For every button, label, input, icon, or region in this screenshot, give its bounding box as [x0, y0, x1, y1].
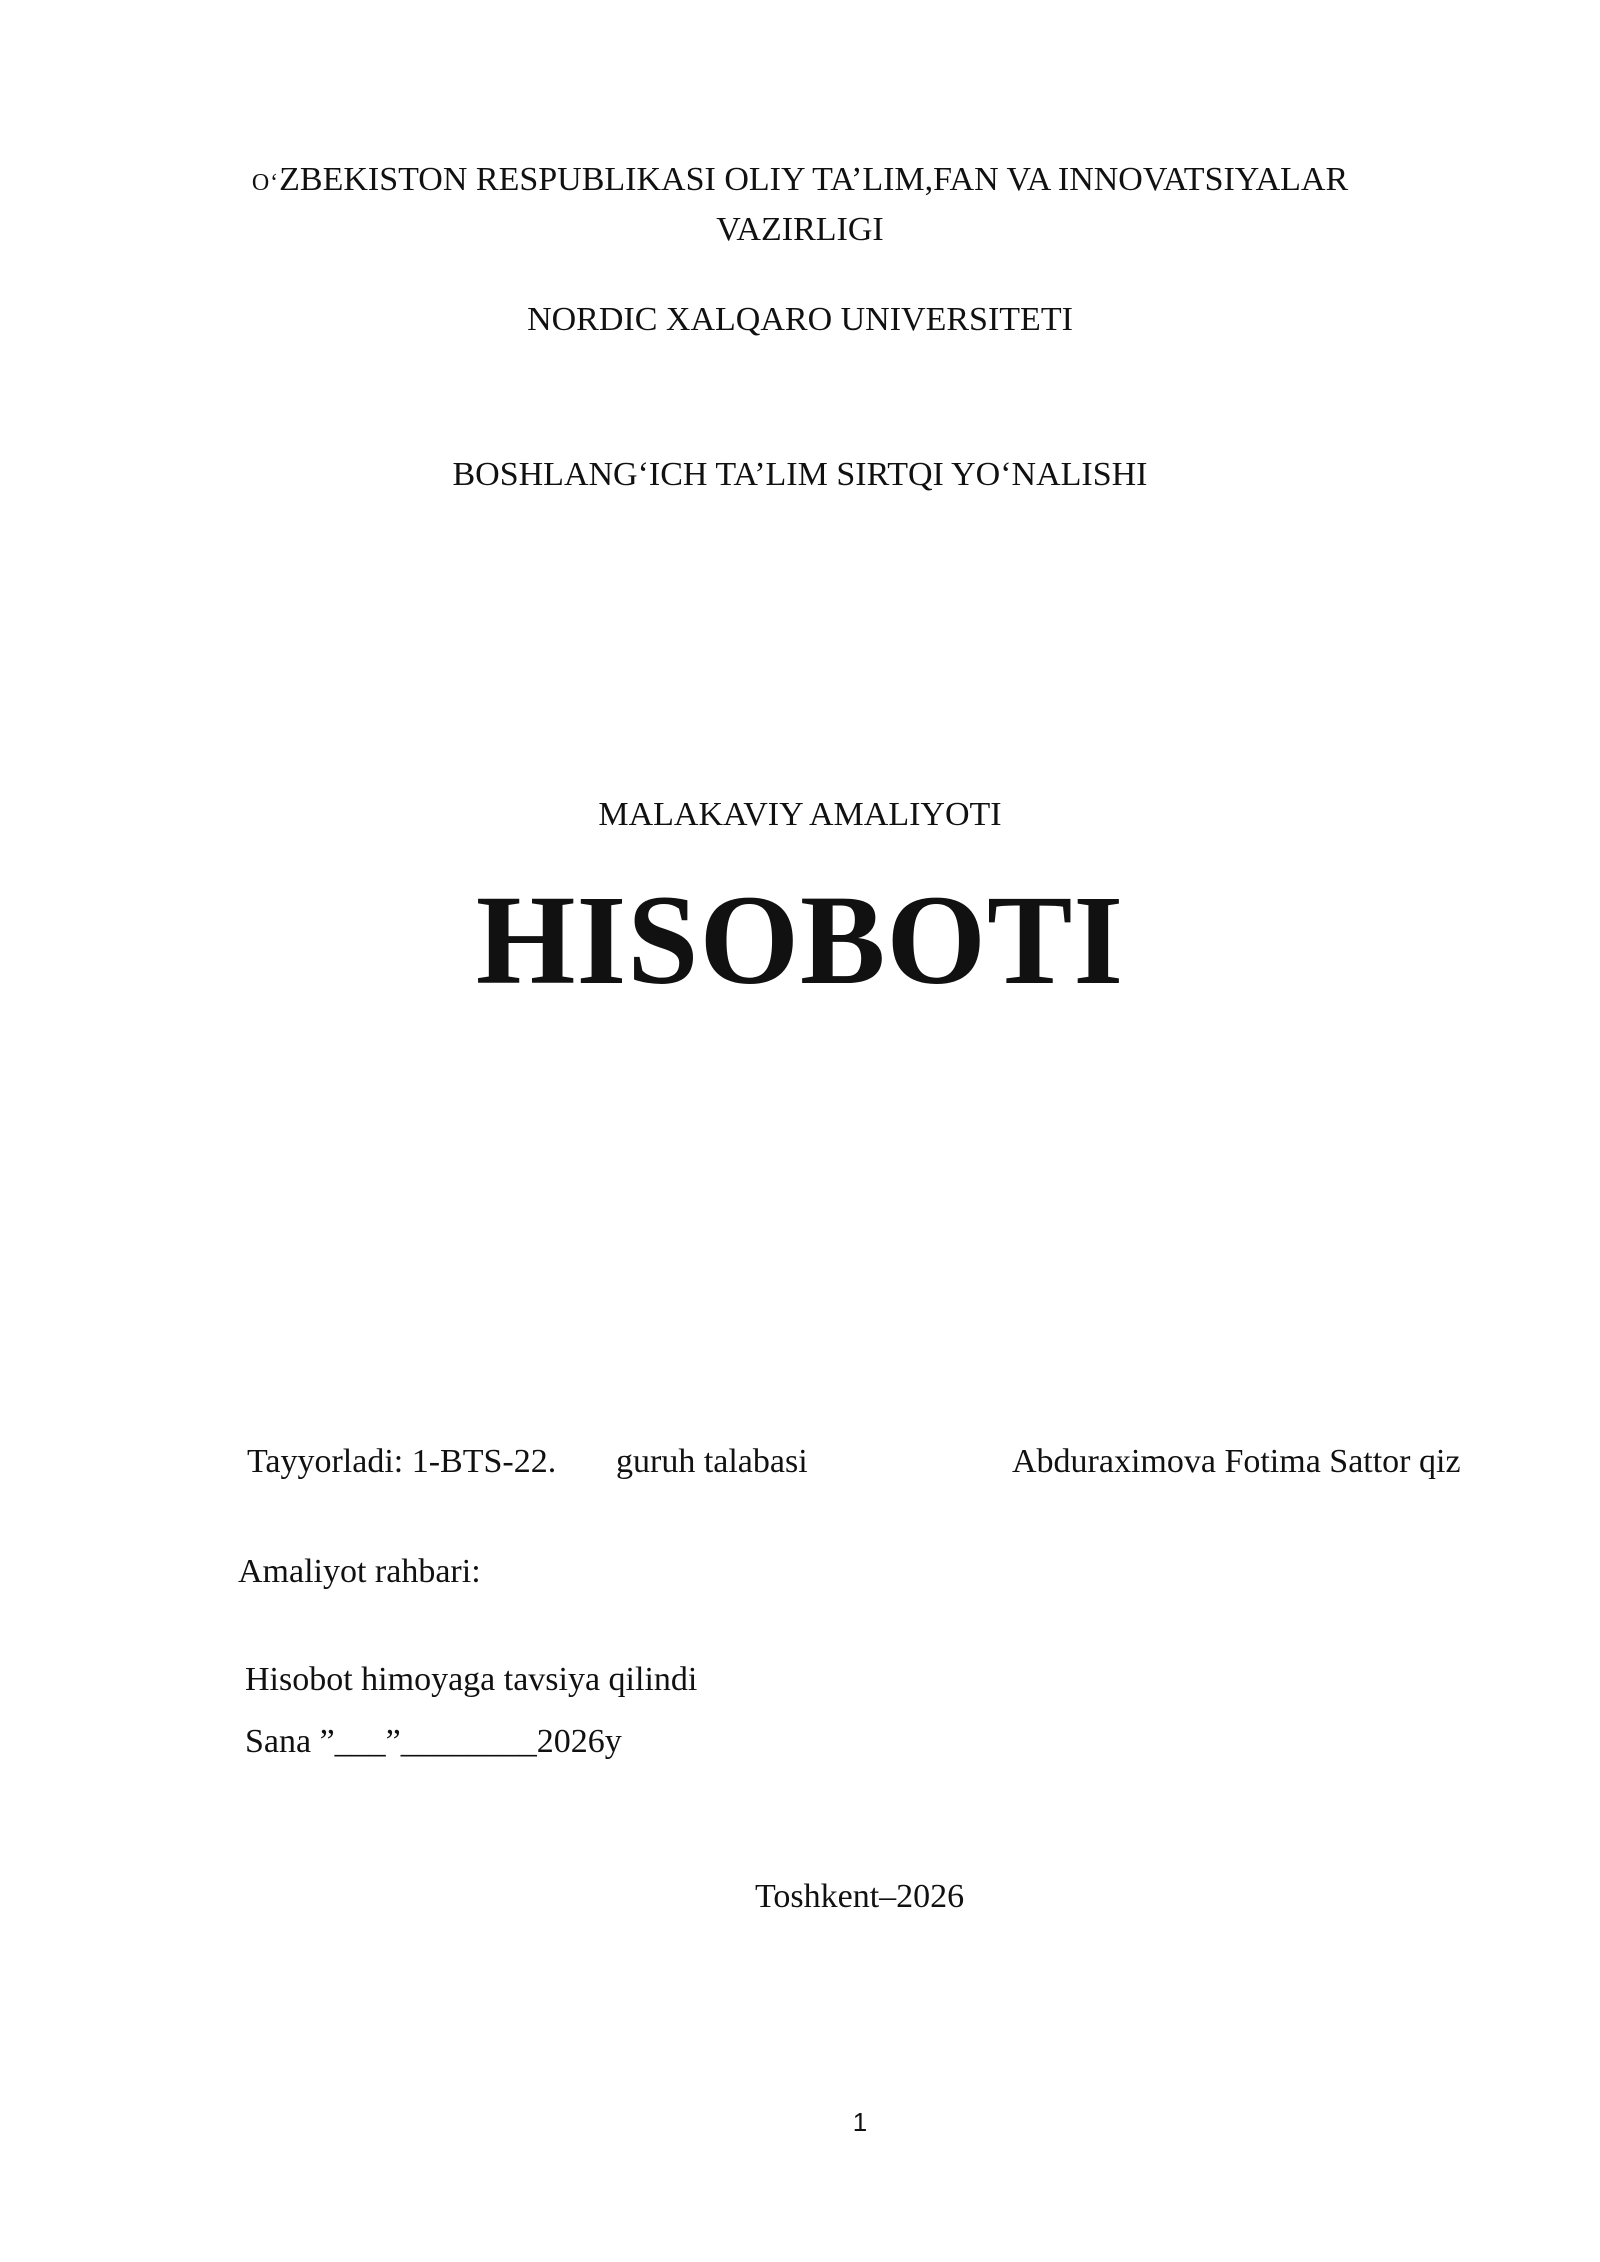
city-year: Toshkent–2026 — [755, 1878, 965, 1915]
group-student-label: guruh talabasi — [616, 1443, 808, 1480]
ministry-name-rest: ZBEKISTON RESPUBLIKASI OLIY TA’LIM,FAN VA INNOVATSIYALAR — [279, 161, 1349, 198]
study-direction: BOSHLANG‘ICH TA’LIM SIRTQI YO‘NALISHI — [452, 456, 1148, 493]
ministry-name-line-1 — [0, 160, 1600, 201]
supervisor-label: Amaliyot rahbari: — [238, 1553, 481, 1590]
report-subtitle: MALAKAVIY AMALIYOTI — [598, 796, 1002, 833]
report-title: HISOBOTI — [475, 869, 1125, 1011]
ministry-name-prefix: O‘ — [251, 170, 280, 196]
recommendation-text: Hisobot himoyaga tavsiya qilindi — [245, 1661, 698, 1698]
university-name: NORDIC XALQARO UNIVERSITETI — [527, 301, 1073, 338]
student-name: Abduraximova Fotima Sattor qiz — [1012, 1443, 1461, 1480]
prepared-by-label: Tayyorladi: 1-BTS-22. — [247, 1443, 557, 1480]
page-number: 1 — [852, 2107, 868, 2137]
ministry-name-line-2: VAZIRLIGI — [716, 211, 884, 248]
date-line: Sana ”___”________2026y — [245, 1723, 622, 1760]
